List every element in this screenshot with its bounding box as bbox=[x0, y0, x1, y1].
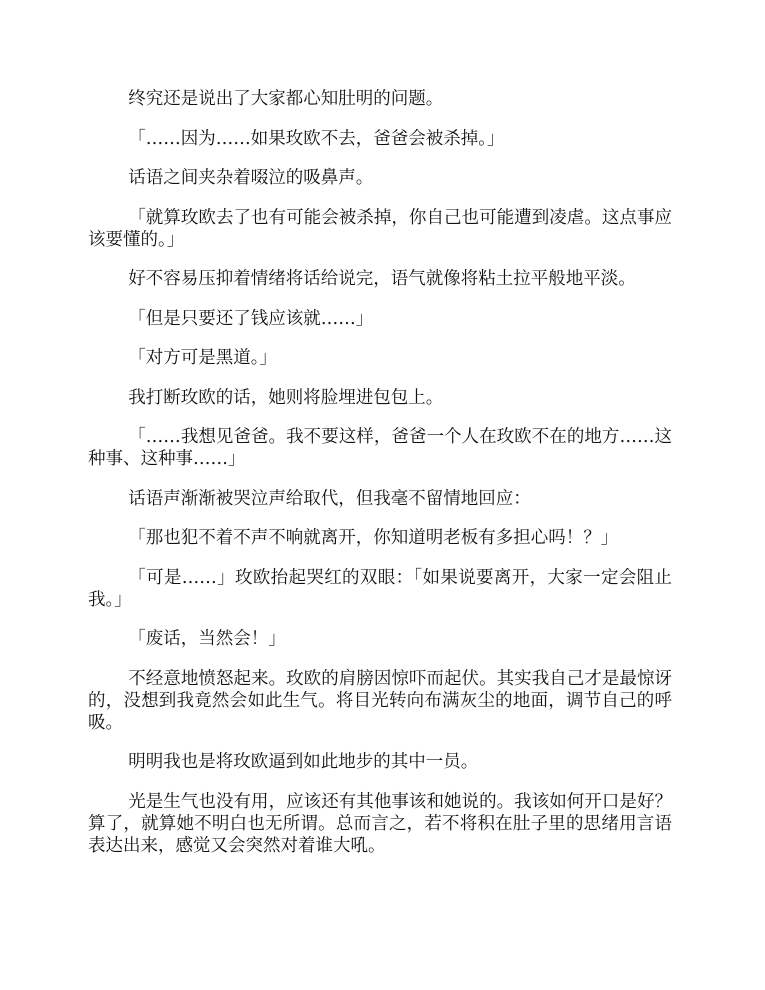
paragraph: 我打断玫欧的话，她则将脸埋进包包上。 bbox=[128, 387, 444, 408]
paragraph: 终究还是说出了大家都心知肚明的问题。 bbox=[128, 89, 444, 109]
paragraph: 「废话，当然会！」 bbox=[128, 629, 286, 649]
paragraph: 明明我也是将玫欧逼到如此地步的其中一员。 bbox=[128, 752, 479, 772]
paragraph: 「可是……」玫欧抬起哭红的双眼：「如果说要离开，大家一定会阻止我。」 bbox=[88, 567, 672, 610]
paragraph: 光是生气也没有用，应该还有其他事该和她说的。我该如何开口是好？算了，就算她不明白也无所谓。总而言之，若不将积在肚子里的思绪用言语表达出来，感觉又会突然对着谁大吼。 bbox=[88, 791, 672, 856]
document-body bbox=[88, 88, 672, 874]
paragraph: 「……我想见爸爸。我不要这样，爸爸一个人在玫欧不在的地方……这种事、这种事……」 bbox=[88, 427, 672, 469]
paragraph: 「就算玫欧去了也有可能会被杀掉，你自己也可能遭到凌虐。这点事应该要懂的。」 bbox=[88, 207, 672, 250]
paragraph: 「但是只要还了钱应该就……」 bbox=[128, 308, 374, 329]
paragraph: 不经意地愤怒起来。玫欧的肩膀因惊吓而起伏。其实我自己才是最惊讶的，没想到我竟然会如此生气。将目光转向布满灰尘的地面，调节自己的呼吸。 bbox=[88, 668, 672, 733]
paragraph: 「……因为……如果玫欧不去，爸爸会被杀掉。」 bbox=[128, 128, 505, 149]
paragraph: 话语声渐渐被哭泣声给取代，但我毫不留情地回应： bbox=[128, 488, 531, 509]
paragraph: 好不容易压抑着情绪将话给说完，语气就像将粘土拉平般地平淡。 bbox=[128, 269, 636, 289]
paragraph: 话语之间夹杂着啜泣的吸鼻声。 bbox=[128, 168, 374, 188]
paragraph: 「对方可是黑道。」 bbox=[128, 348, 277, 368]
paragraph: 「那也犯不着不声不响就离开，你知道明老板有多担心吗！？」 bbox=[128, 528, 619, 548]
